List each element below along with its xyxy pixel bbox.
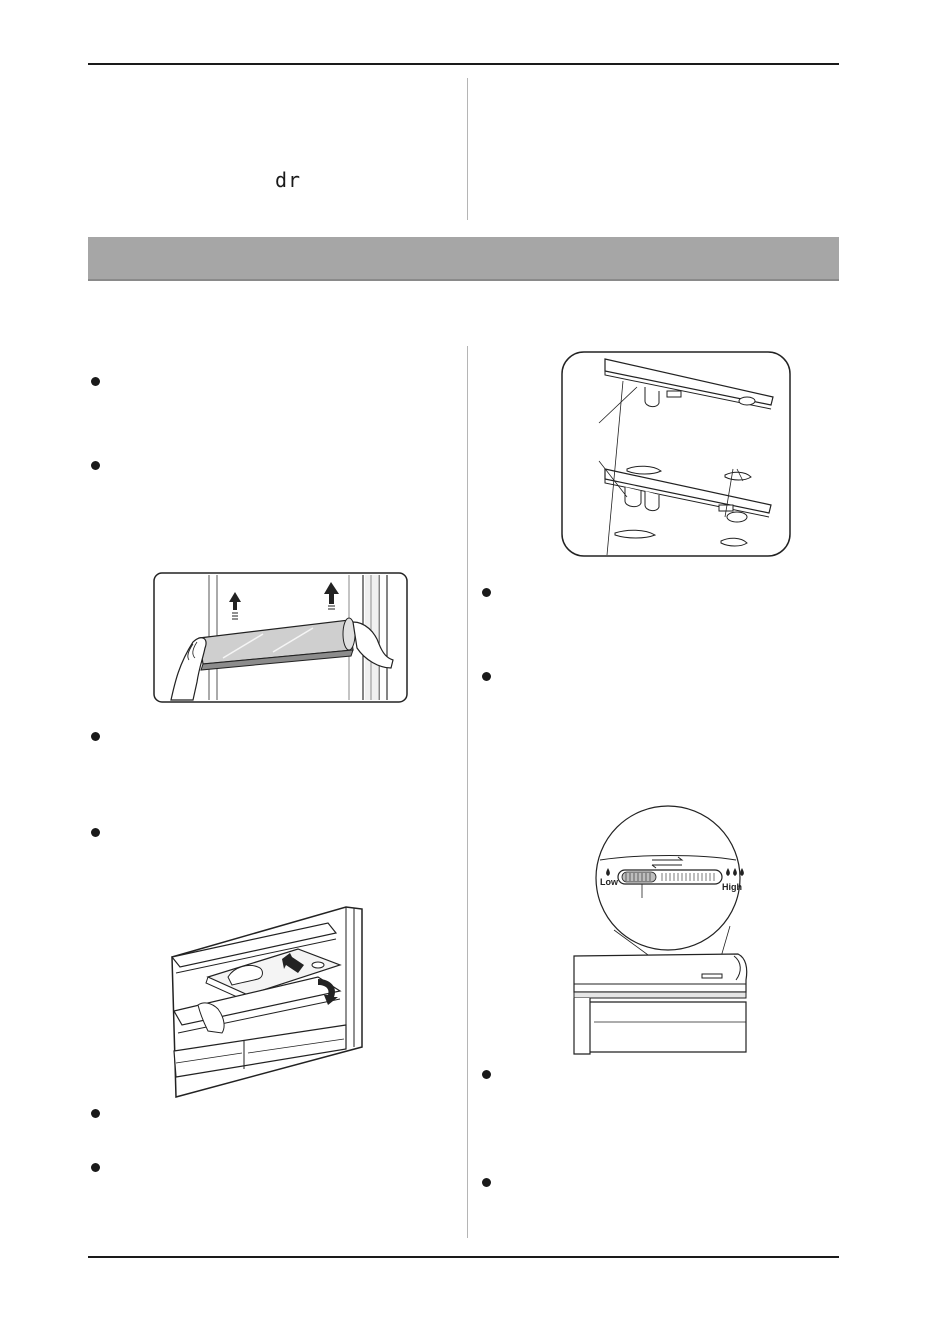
top-rule — [88, 63, 839, 65]
humidity-high-label: High — [722, 882, 742, 892]
bullet-5 — [91, 1109, 100, 1118]
bullet-1 — [91, 377, 100, 386]
section-header-bar — [88, 237, 839, 281]
bullet-3 — [91, 732, 100, 741]
column-divider-top — [467, 78, 468, 220]
glass-shelf-illustration — [168, 905, 363, 1100]
display-code: dr — [275, 168, 302, 192]
bullet-7 — [482, 588, 491, 597]
bullet-8 — [482, 672, 491, 681]
humidity-control-illustration — [570, 802, 756, 1056]
bullet-6 — [91, 1163, 100, 1172]
bullet-4 — [91, 828, 100, 837]
bullet-2 — [91, 461, 100, 470]
bottom-rule — [88, 1256, 839, 1258]
bullet-9 — [482, 1070, 491, 1079]
shelf-support-illustration — [561, 351, 791, 557]
bullet-10 — [482, 1178, 491, 1187]
door-balcony-illustration — [153, 572, 408, 703]
humidity-low-label: Low — [600, 877, 618, 887]
column-divider-main — [467, 346, 468, 1238]
